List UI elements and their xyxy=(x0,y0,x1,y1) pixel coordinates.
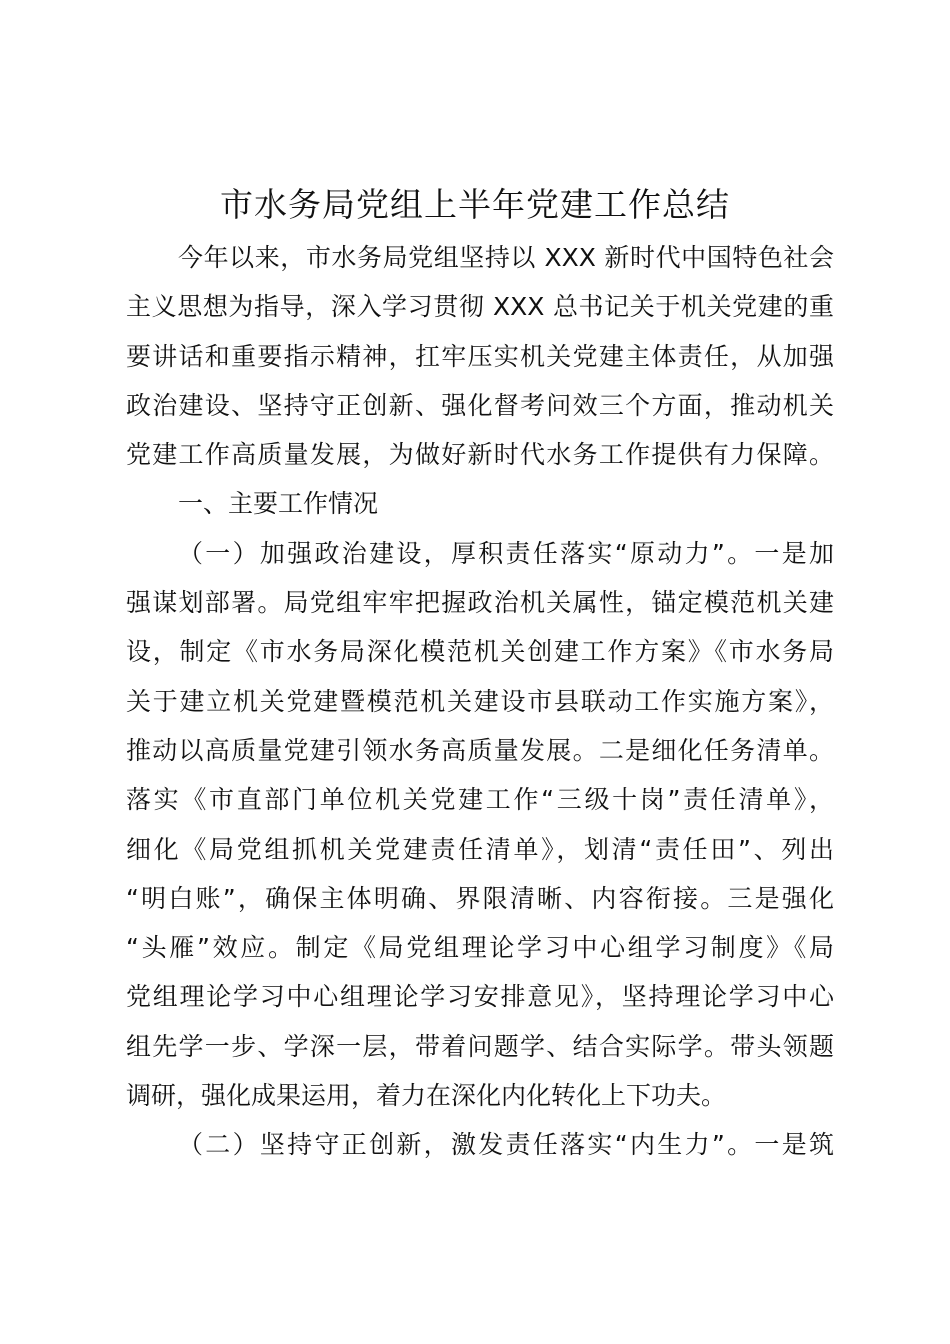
paragraph-line: “明白账”，确保主体明确、界限清晰、内容衔接。三是强化 xyxy=(126,883,834,913)
paragraph-line: 设，制定《市水务局深化模范机关创建工作方案》《市水务局 xyxy=(126,637,834,667)
paragraph-line: （一）加强政治建设，厚积责任落实“原动力”。一是加 xyxy=(178,538,834,568)
section-heading: 一、主要工作情况 xyxy=(178,489,379,519)
paragraph-line: 关于建立机关党建暨模范机关建设市县联动工作实施方案》， xyxy=(126,686,834,716)
paragraph-line: 党建工作高质量发展，为做好新时代水务工作提供有力保障。 xyxy=(126,440,834,470)
paragraph-line: 党组理论学习中心组理论学习安排意见》，坚持理论学习中心 xyxy=(126,982,834,1012)
paragraph-line: 细化《局党组抓机关党建责任清单》，划清“责任田”、列出 xyxy=(126,834,834,864)
paragraph-line: 推动以高质量党建引领水务高质量发展。二是细化任务清单。 xyxy=(126,735,834,765)
paragraph-line: 主义思想为指导，深入学习贯彻 XXX 总书记关于机关党建的重 xyxy=(126,292,834,322)
paragraph-line: （二）坚持守正创新，激发责任落实“内生力”。一是筑 xyxy=(178,1130,834,1160)
paragraph-line: 今年以来，市水务局党组坚持以 XXX 新时代中国特色社会 xyxy=(178,243,834,272)
paragraph-line: “头雁”效应。制定《局党组理论学习中心组学习制度》《局 xyxy=(126,933,834,963)
paragraph-line: 要讲话和重要指示精神，扛牢压实机关党建主体责任，从加强 xyxy=(126,341,834,371)
document-body xyxy=(126,233,834,1170)
paragraph-line: 落实《市直部门单位机关党建工作“三级十岗”责任清单》， xyxy=(126,785,834,815)
document-title: 市水务局党组上半年党建工作总结 xyxy=(220,185,730,224)
paragraph-line: 组先学一步、学深一层，带着问题学、结合实际学。带头领题 xyxy=(126,1031,834,1061)
paragraph-line: 调研，强化成果运用，着力在深化内化转化上下功夫。 xyxy=(126,1081,727,1111)
paragraph-line: 强谋划部署。局党组牢牢把握政治机关属性，锚定模范机关建 xyxy=(126,588,834,618)
paragraph-line: 政治建设、坚持守正创新、强化督考问效三个方面，推动机关 xyxy=(126,390,834,420)
